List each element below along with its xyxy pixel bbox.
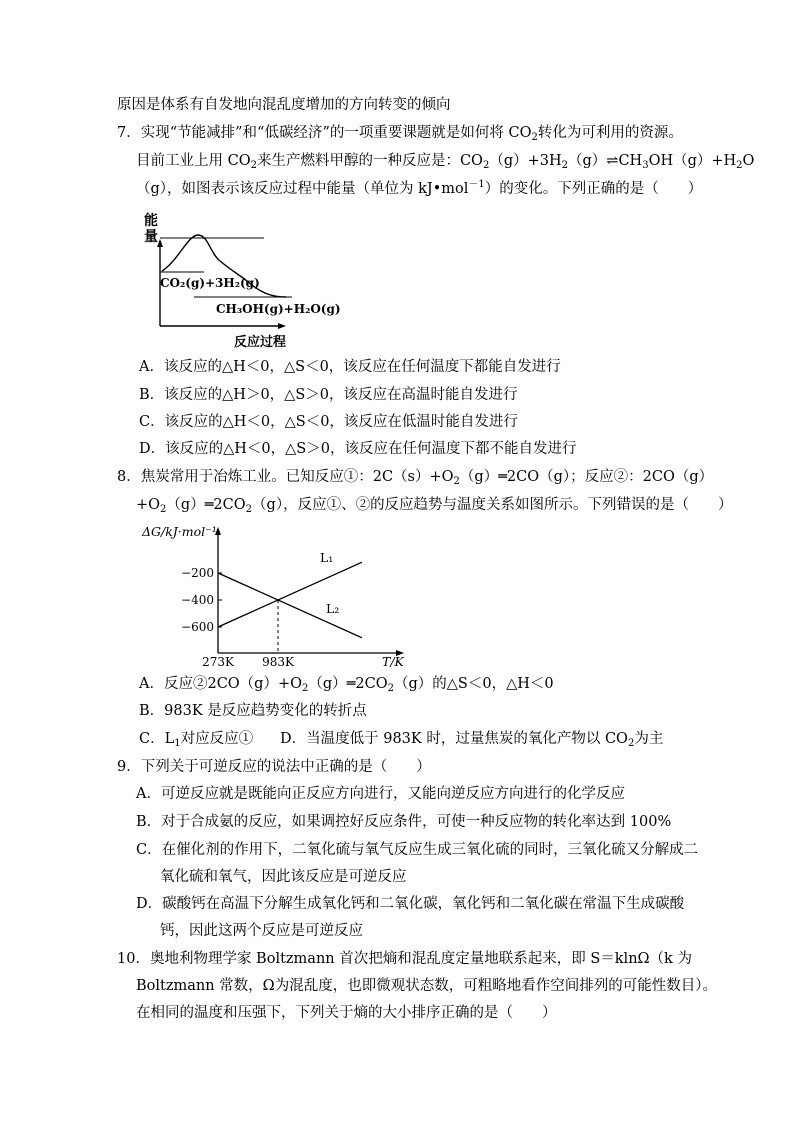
q10-stem-line-1: 10．奥地利物理学家 Boltzmann 首次把熵和混乱度定量地联系起来，即 S＝klnΩ（k 为 xyxy=(117,951,692,967)
reactants-label: CO₂(g)+3H₂(g) xyxy=(160,276,260,290)
q9-option-c-line-1: C．在催化剂的作用下，二氧化硫与氧气反应生成三氧化硫的同时，三氧化硫又分解成二 xyxy=(136,842,699,858)
free-energy-chart xyxy=(140,520,420,670)
x-tick-label: 273K xyxy=(202,655,234,669)
energy-x-arrow xyxy=(278,323,286,329)
q7-stem-line-3: （g），如图表示该反应过程中能量（单位为 kJ•mol$^{-1}$）的变化。下列正确的是（ ） xyxy=(136,179,703,197)
q8-stem-line-2: $+O_2(g)═2CO_2(g)$，反应①、②的反应趋势与温度关系如图所示。下列错误的是（ ） xyxy=(136,497,733,515)
line-l2-label: L₂ xyxy=(326,601,340,616)
temperature-axis-label: T/K xyxy=(382,654,404,669)
q10-stem-line-2: Boltzmann 常数，Ω为混乱度，也即微观状态数，可粗略地看作空间排列的可能性数目）。 xyxy=(136,978,717,994)
q9-option-d-line-1: D．碳酸钙在高温下分解生成氧化钙和二氧化碳，氧化钙和二氧化碳在常温下生成碳酸 xyxy=(136,896,685,912)
x-tick-label: 983K xyxy=(262,655,294,669)
q7-stem-line-1: 7．实现“节能减排”和“低碳经济”的一项重要课题就是如何将 $CO_2$转化为可利用的资源。 xyxy=(117,125,683,143)
q8-stem-line-1: 8．焦炭常用于冶炼工业。已知反应①：$2C(s)+O_2(g)═2CO(g)$；反应②：2CO（g） xyxy=(117,469,714,487)
q9-stem: 9．下列关于可逆反应的说法中正确的是（ ） xyxy=(117,759,431,775)
q8-option-c: C．$L_1$对应反应① xyxy=(139,731,254,749)
q7-option-d: D．该反应的△H＜0，△S＞0，该反应在任何温度下都不能自发进行 xyxy=(139,441,577,457)
line-l1-label: L₁ xyxy=(320,550,334,565)
y-tick-label: −600 xyxy=(181,620,214,634)
q9-option-b: B．对于合成氨的反应，如果调控好反应条件，可使一种反应物的转化率达到 100% xyxy=(136,814,672,830)
q9-option-a: A．可逆反应就是既能向正反应方向进行，又能向逆反应方向进行的化学反应 xyxy=(136,786,625,802)
q9-option-d-line-2: 钙，因此这两个反应是可逆反应 xyxy=(160,923,363,939)
energy-axis-label-2: 量 xyxy=(144,229,158,245)
energy-axis-label-1: 能 xyxy=(144,213,158,229)
q7-option-b: B．该反应的△H＞0，△S＞0，该反应在高温时能自发进行 xyxy=(139,387,518,403)
y-tick-label: −200 xyxy=(181,566,214,580)
q7-stem-line-2: 目前工业上用 $CO_2$来生产燃料甲醇的一种反应是：$CO_2(g)+3H_2(g)\rightleftharpoons CH_3OH(g)+H_2O$ xyxy=(136,153,755,171)
q8-option-d: D．当温度低于 983K 时，过量焦炭的氧化产物以 $CO_2$为主 xyxy=(280,731,664,749)
q9-option-c-line-2: 氧化硫和氧气，因此该反应是可逆反应 xyxy=(160,869,407,885)
q8-option-b: B．983K 是反应趋势变化的转折点 xyxy=(139,703,367,719)
delta-g-axis-label: ΔG/kJ·mol⁻¹ xyxy=(142,524,217,539)
line-intro: 原因是体系有自发地向混乱度增加的方向转变的倾向 xyxy=(117,97,451,113)
energy-diagram xyxy=(140,205,341,350)
q10-stem-line-3: 在相同的温度和压强下，下列关于熵的大小排序正确的是（ ） xyxy=(136,1005,557,1021)
reaction-progress-label: 反应过程 xyxy=(234,335,287,350)
q7-option-c: C．该反应的△H＜0，△S＜0，该反应在低温时能自发进行 xyxy=(139,414,518,430)
y-tick-label: −400 xyxy=(181,593,214,607)
line-l1 xyxy=(218,562,362,627)
q8-option-a: A．反应$②2CO(g)+O_2(g)═2CO_2(g)$的△S＜0，△H＜0 xyxy=(139,676,554,694)
products-label: CH₃OH(g)+H₂O(g) xyxy=(216,302,341,316)
q7-option-a: A．该反应的△H＜0，△S＜0，该反应在任何温度下都能自发进行 xyxy=(139,359,561,375)
line-l2 xyxy=(218,573,362,638)
